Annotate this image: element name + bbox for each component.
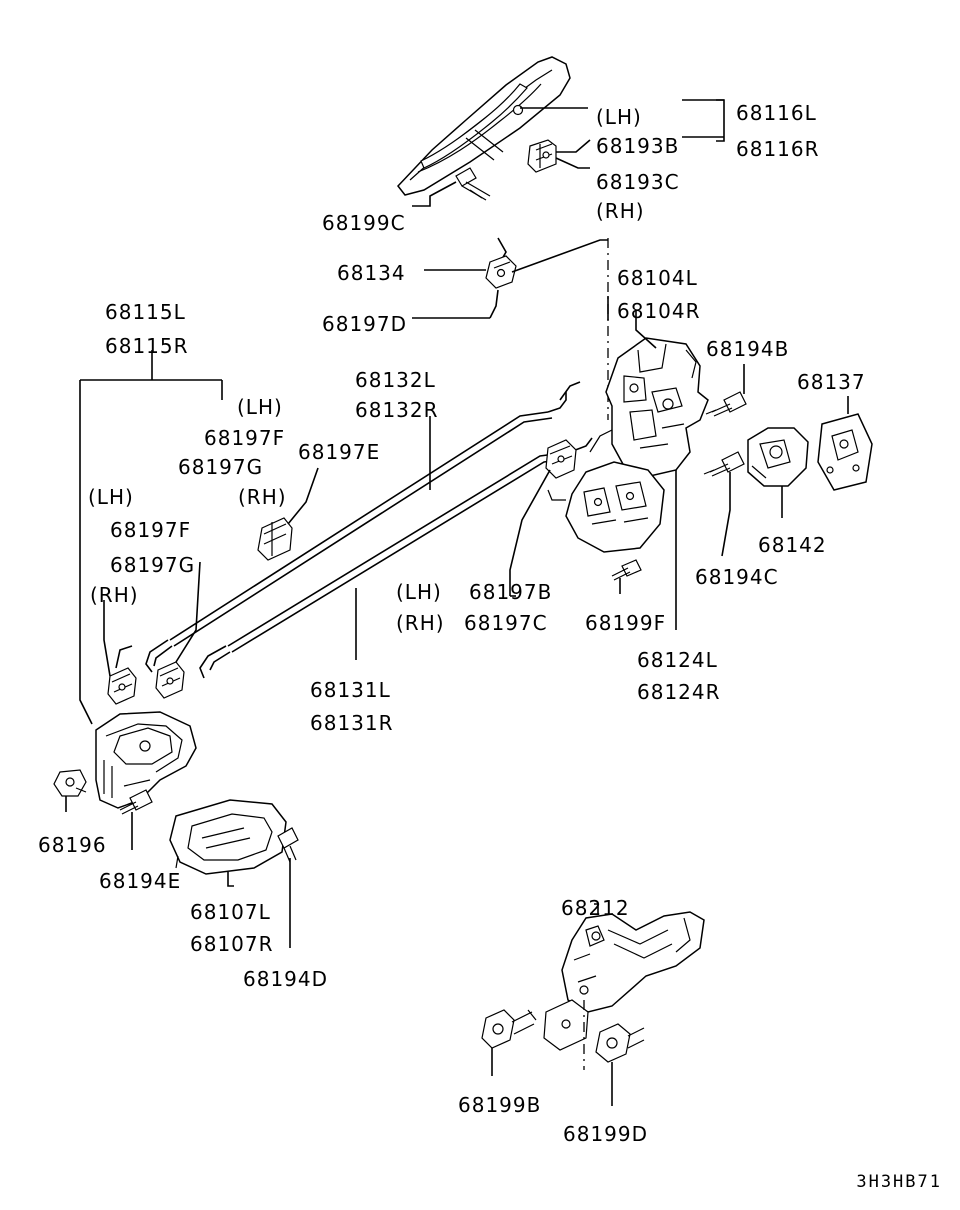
label-rh-68116: (RH) xyxy=(596,199,645,223)
label-68196: 68196 xyxy=(38,833,107,857)
label-68197G-left: 68197G xyxy=(110,553,196,577)
label-68142: 68142 xyxy=(758,533,827,557)
label-68104R: 68104R xyxy=(617,299,701,323)
label-68116L: 68116L xyxy=(736,101,817,125)
label-68107R: 68107R xyxy=(190,932,274,956)
label-68199C: 68199C xyxy=(322,211,406,235)
label-68194E: 68194E xyxy=(99,869,182,893)
label-lh-68197fg: (LH) xyxy=(237,395,283,419)
door-lock-actuator-68104 xyxy=(548,338,708,552)
label-68107L: 68107L xyxy=(190,900,271,924)
label-68197G-right: 68197G xyxy=(178,455,264,479)
label-68194D: 68194D xyxy=(243,967,329,991)
label-68197C: 68197C xyxy=(464,611,548,635)
handle-clip-68193 xyxy=(528,140,556,172)
label-68197E: 68197E xyxy=(298,440,381,464)
label-68194C: 68194C xyxy=(695,565,779,589)
label-68199D: 68199D xyxy=(563,1122,649,1146)
label-68199B: 68199B xyxy=(458,1093,542,1117)
label-68212: 68212 xyxy=(561,896,630,920)
clip-68197BC xyxy=(546,440,576,478)
screw-68199F xyxy=(612,560,641,580)
label-68137: 68137 xyxy=(797,370,866,394)
label-68116R: 68116R xyxy=(736,137,820,161)
label-68131L: 68131L xyxy=(310,678,391,702)
label-68193B: 68193B xyxy=(596,134,680,158)
striker-68142 xyxy=(748,428,808,486)
label-68124R: 68124R xyxy=(637,680,721,704)
label-68115L: 68115L xyxy=(105,300,186,324)
label-68132L: 68132L xyxy=(355,368,436,392)
label-68134: 68134 xyxy=(337,261,406,285)
label-lh-68116: (LH) xyxy=(596,105,642,129)
label-68197F-left: 68197F xyxy=(110,518,192,542)
bolt-68199B xyxy=(482,1010,536,1048)
handle-bezel-68107 xyxy=(170,800,286,874)
label-68131R: 68131R xyxy=(310,711,394,735)
label-68194B: 68194B xyxy=(706,337,790,361)
label-lh-68197fg-left: (LH) xyxy=(88,485,134,509)
cap-68196 xyxy=(54,770,86,796)
label-68193C: 68193C xyxy=(596,170,680,194)
label-68197B: 68197B xyxy=(469,580,553,604)
label-68197D: 68197D xyxy=(322,312,408,336)
label-rh-68197fg-left: (RH) xyxy=(90,583,139,607)
label-rh-68197c: (RH) xyxy=(396,611,445,635)
clip-68197FG-left xyxy=(108,668,136,704)
outside-door-handle-part xyxy=(398,57,570,195)
label-68197F-right: 68197F xyxy=(204,426,286,450)
label-68132R: 68132R xyxy=(355,398,439,422)
screw-68199C xyxy=(456,168,490,200)
clip-68197FG-right xyxy=(156,662,184,698)
screw-68194C xyxy=(704,452,744,476)
label-rh-68197fg: (RH) xyxy=(238,485,287,509)
label-lh-68197b: (LH) xyxy=(396,580,442,604)
clip-68197E xyxy=(258,518,292,560)
screw-68194B xyxy=(706,392,746,416)
lever-68134 xyxy=(486,238,516,318)
diagram-footer-code: 3H3HB71 xyxy=(856,1172,942,1192)
label-68115R: 68115R xyxy=(105,334,189,358)
label-68124L: 68124L xyxy=(637,648,718,672)
bolt-68199D xyxy=(596,1024,644,1062)
label-68199F: 68199F xyxy=(585,611,667,635)
plate-68137 xyxy=(818,414,872,490)
label-68104L: 68104L xyxy=(617,266,698,290)
